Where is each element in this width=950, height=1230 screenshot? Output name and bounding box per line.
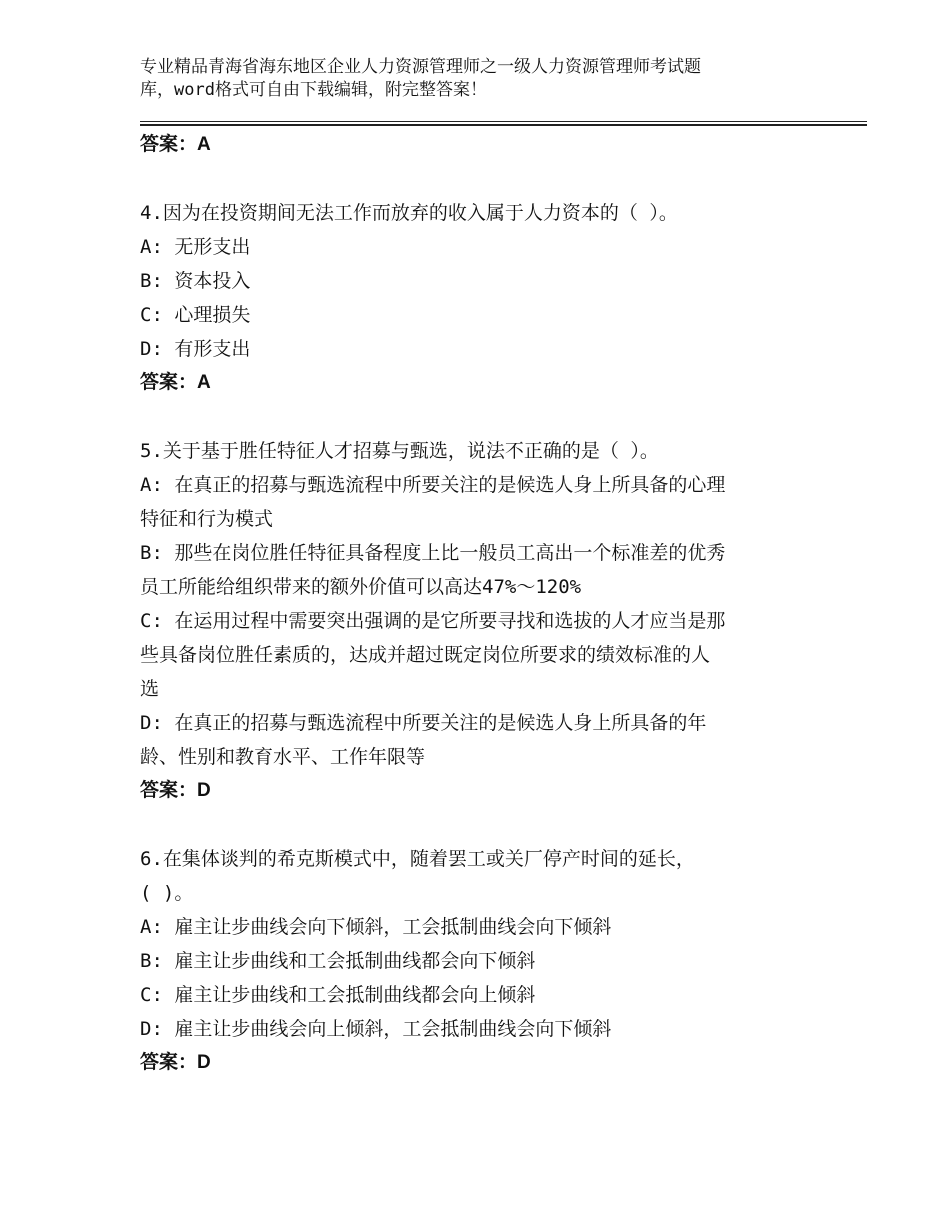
spacer (140, 162, 840, 196)
option-label: A: (140, 916, 175, 938)
header-line-2: 库，word格式可自由下载编辑，附完整答案！ (140, 80, 487, 100)
spacer (140, 808, 840, 842)
question-4 (140, 196, 840, 400)
option-text: 在真正的招募与甄选流程中所要关注的是候选人身上所具备的心理 (174, 474, 726, 496)
option-label: B: (140, 542, 175, 564)
option-text-cont: 特征和行为模式 (140, 508, 274, 530)
option-label: C: (140, 304, 175, 326)
option-label: A: (140, 236, 175, 258)
option-c (140, 604, 840, 706)
answer-q4 (140, 366, 840, 400)
option-d (140, 1012, 840, 1046)
answer-label: 答案： (140, 372, 198, 393)
spacer (140, 400, 840, 434)
option-label: D: (140, 338, 175, 360)
option-text-cont: 龄、性别和教育水平、工作年限等 (140, 746, 426, 768)
answer-label: 答案： (140, 1052, 198, 1073)
question-stem: 4.因为在投资期间无法工作而放弃的收入属于人力资本的（ ）。 (140, 202, 678, 224)
option-text: 无形支出 (174, 236, 251, 258)
option-label: D: (140, 712, 175, 734)
option-a (140, 910, 840, 944)
option-text: 雇主让步曲线会向上倾斜，工会抵制曲线会向下倾斜 (174, 1018, 612, 1040)
option-b (140, 944, 840, 978)
option-b (140, 536, 840, 604)
option-c (140, 978, 840, 1012)
option-text-cont: 选 (140, 678, 160, 700)
document-body (140, 128, 840, 1080)
option-d (140, 706, 840, 774)
answer-label: 答案： (140, 134, 198, 155)
question-stem-cont: ( )。 (140, 882, 194, 904)
header-rule-thick (140, 124, 867, 126)
option-label: C: (140, 610, 175, 632)
option-text: 雇主让步曲线和工会抵制曲线都会向上倾斜 (174, 984, 536, 1006)
option-text: 在真正的招募与甄选流程中所要关注的是候选人身上所具备的年 (174, 712, 707, 734)
option-text: 有形支出 (174, 338, 251, 360)
option-a (140, 230, 840, 264)
question-6 (140, 842, 840, 1080)
option-a (140, 468, 840, 536)
header-line-1: 专业精品青海省海东地区企业人力资源管理师之一级人力资源管理师考试题 (140, 57, 701, 77)
option-text: 心理损失 (174, 304, 251, 326)
option-text: 雇主让步曲线会向下倾斜，工会抵制曲线会向下倾斜 (174, 916, 612, 938)
answer-q6 (140, 1046, 840, 1080)
option-b (140, 264, 840, 298)
option-c (140, 298, 840, 332)
answer-value: A (197, 372, 211, 393)
answer-q5 (140, 774, 840, 808)
question-stem: 6.在集体谈判的希克斯模式中，随着罢工或关厂停产时间的延长， (140, 848, 695, 870)
header-rule-thin (140, 121, 867, 122)
option-text-cont: 员工所能给组织带来的额外价值可以高达47%～120% (140, 576, 582, 598)
option-label: B: (140, 270, 175, 292)
option-label: D: (140, 1018, 175, 1040)
document-header (140, 56, 840, 102)
option-text: 雇主让步曲线和工会抵制曲线都会向下倾斜 (174, 950, 536, 972)
option-text: 那些在岗位胜任特征具备程度上比一般员工高出一个标准差的优秀 (174, 542, 726, 564)
answer-prev (140, 128, 840, 162)
option-d (140, 332, 840, 366)
answer-value: A (197, 134, 211, 155)
answer-value: D (197, 780, 211, 801)
option-text: 资本投入 (174, 270, 251, 292)
question-stem: 5.关于基于胜任特征人才招募与甄选，说法不正确的是（ ）。 (140, 440, 659, 462)
option-label: A: (140, 474, 175, 496)
answer-label: 答案： (140, 780, 198, 801)
option-label: B: (140, 950, 175, 972)
option-text-cont: 些具备岗位胜任素质的，达成并超过既定岗位所要求的绩效标准的人 (140, 644, 711, 666)
answer-value: D (197, 1052, 211, 1073)
option-label: C: (140, 984, 175, 1006)
question-5 (140, 434, 840, 808)
option-text: 在运用过程中需要突出强调的是它所要寻找和选拔的人才应当是那 (174, 610, 726, 632)
